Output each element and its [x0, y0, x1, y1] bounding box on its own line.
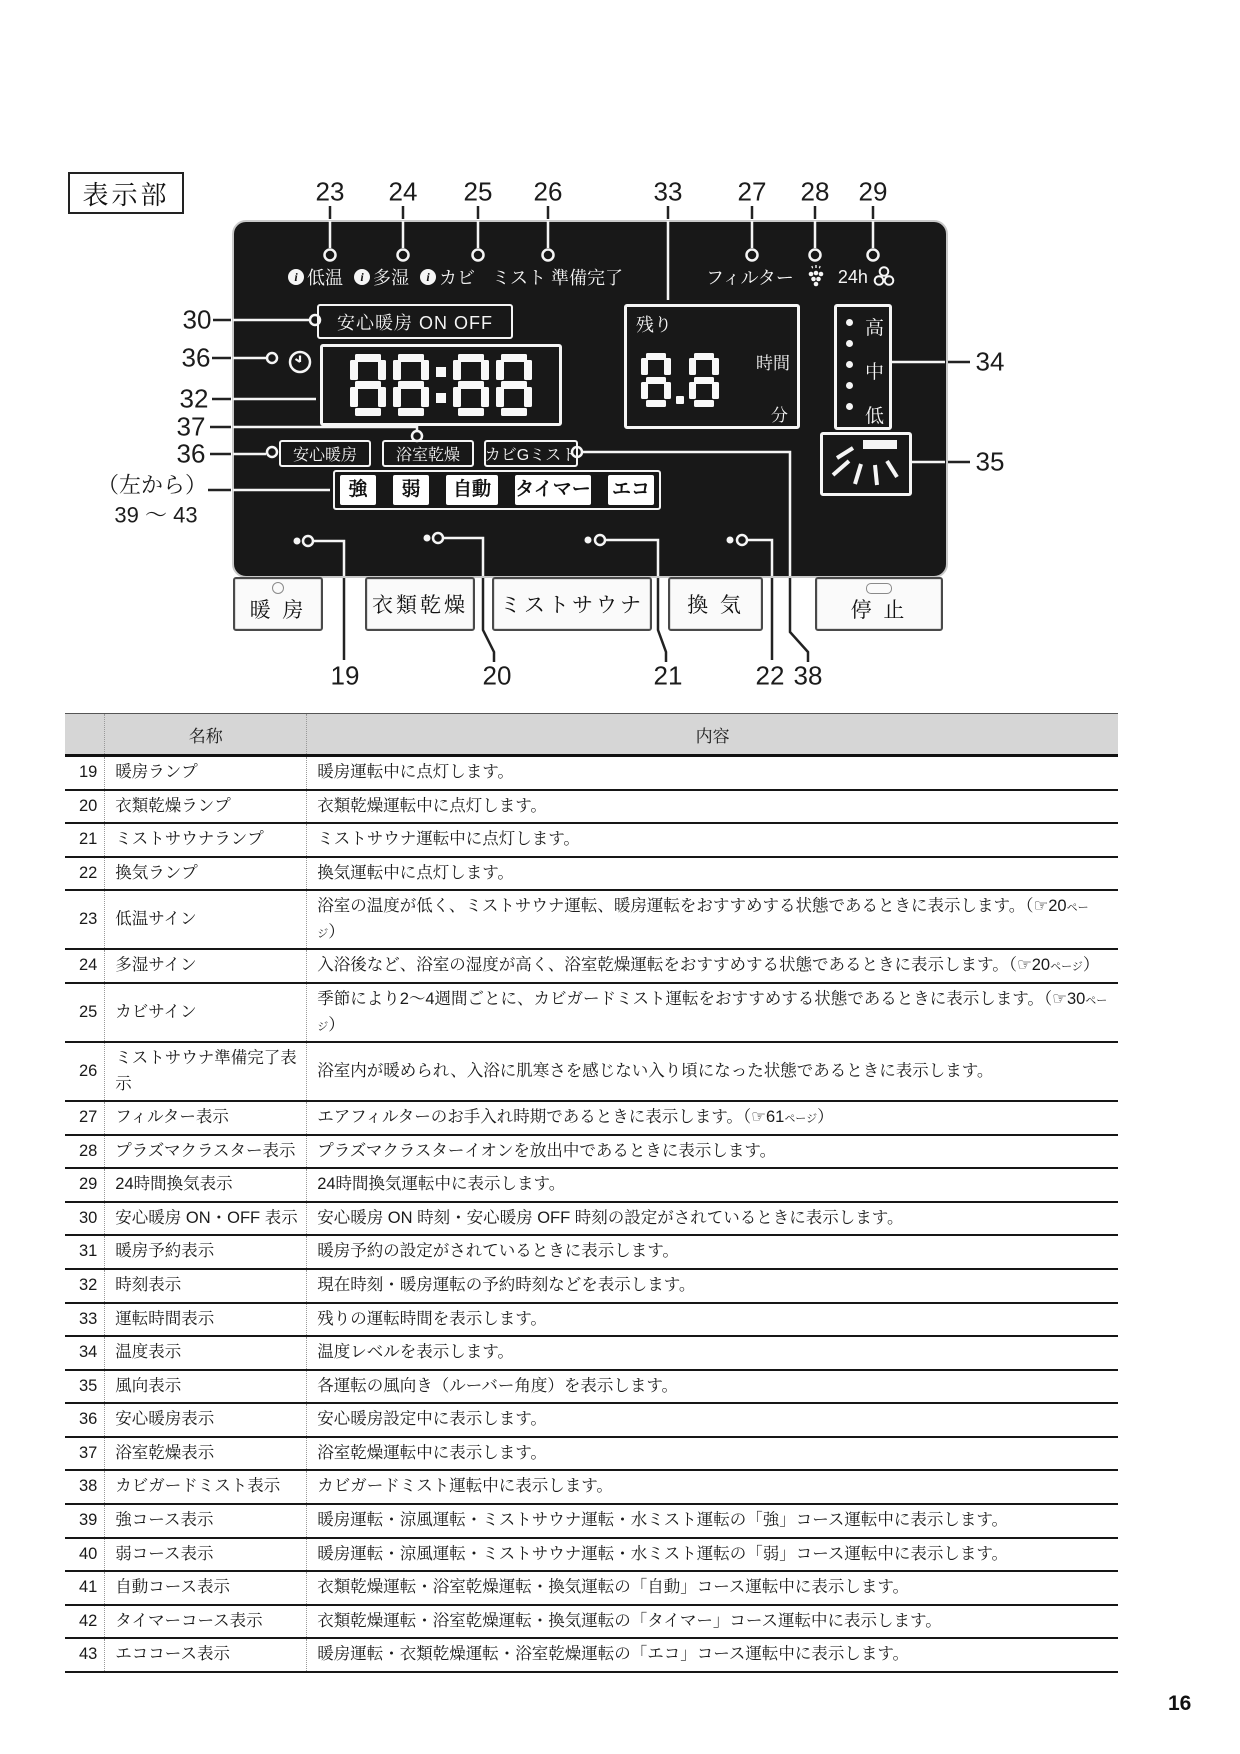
row-number: 21: [65, 823, 105, 857]
display-parts-table: [65, 713, 1118, 1673]
row-number: 43: [65, 1638, 105, 1672]
table-row: [65, 1135, 1118, 1169]
mode-label-3: カビGミスト: [484, 440, 578, 467]
row-number: 39: [65, 1504, 105, 1538]
table-row: [65, 890, 1118, 949]
row-description: 24時間換気運転中に表示します。: [307, 1168, 1118, 1202]
callout-bottom-2: 20: [482, 660, 512, 691]
temp-level-label: 中: [865, 362, 885, 383]
row-name: 24時間換気表示: [105, 1168, 307, 1202]
callout-top-2: 24: [388, 176, 418, 207]
table-row: [65, 1336, 1118, 1370]
info-icon: i: [354, 269, 370, 285]
row-number: 19: [65, 756, 105, 790]
table-row: [65, 1470, 1118, 1504]
lamp-indicator-icon: [272, 582, 284, 594]
row-name: 運転時間表示: [105, 1303, 307, 1337]
row-name: 多湿サイン: [105, 949, 307, 983]
row-description: 衣類乾燥運転中に点灯します。: [307, 790, 1118, 824]
row-name: 強コース表示: [105, 1504, 307, 1538]
table-header-row: [65, 714, 1118, 756]
callout-left-4: 37: [176, 411, 206, 442]
course-chip: 強: [340, 475, 376, 505]
row-name: 浴室乾燥表示: [105, 1437, 307, 1471]
table-row: [65, 823, 1118, 857]
decimal-point: [676, 396, 684, 404]
table-row: [65, 1605, 1118, 1639]
row-description: 浴室の温度が低く、ミストサウナ運転、暖房運転をおすすめする状態であるときに表示します。（☞20ページ）: [307, 890, 1118, 949]
row-name: 自動コース表示: [105, 1571, 307, 1605]
row-description: ミストサウナ運転中に点灯します。: [307, 823, 1118, 857]
table-row: [65, 1504, 1118, 1538]
callout-bottom-4: 22: [755, 660, 785, 691]
row-name: 安心暖房表示: [105, 1403, 307, 1437]
row-name: カビガードミスト表示: [105, 1470, 307, 1504]
button-ventilation[interactable]: [668, 577, 763, 631]
row-number: 33: [65, 1303, 105, 1337]
row-description: 衣類乾燥運転・浴室乾燥運転・換気運転の「自動」コース運転中に表示します。: [307, 1571, 1118, 1605]
row-number: 37: [65, 1437, 105, 1471]
course-chip: タイマー: [515, 475, 591, 505]
table-row: [65, 1168, 1118, 1202]
row-number: 40: [65, 1538, 105, 1572]
callout-top-8: 29: [858, 176, 888, 207]
row-name: フィルター表示: [105, 1101, 307, 1135]
row-description: 換気運転中に点灯します。: [307, 857, 1118, 891]
table-row: [65, 1101, 1118, 1135]
content-column-header: 内容: [307, 714, 1118, 756]
h24-label: 24h: [837, 266, 868, 287]
callout-top-6: 27: [737, 176, 767, 207]
button-label: 換 気: [687, 594, 744, 617]
table-row: [65, 1403, 1118, 1437]
high-humidity-label: 多湿: [373, 268, 409, 288]
course-chip: 弱: [393, 475, 429, 505]
row-description: 暖房運転・涼風運転・ミストサウナ運転・水ミスト運転の「強」コース運転中に表示します。: [307, 1504, 1118, 1538]
table-row: [65, 983, 1118, 1042]
row-description: 安心暖房設定中に表示します。: [307, 1403, 1118, 1437]
table-row: [65, 1571, 1118, 1605]
high-humidity-indicator: [354, 264, 409, 290]
row-name: 風向表示: [105, 1370, 307, 1404]
table-row: [65, 1235, 1118, 1269]
callout-top-4: 26: [533, 176, 563, 207]
row-description: 残りの運転時間を表示します。: [307, 1303, 1118, 1337]
row-name: カビサイン: [105, 983, 307, 1042]
row-name: エココース表示: [105, 1638, 307, 1672]
row-description: エアフィルターのお手入れ時期であるときに表示します。（☞61ページ）: [307, 1101, 1118, 1135]
number-column-header: [65, 714, 105, 756]
button-label: 暖 房: [249, 599, 307, 622]
callout-left-5: 36: [176, 438, 206, 469]
remaining-label: 残り: [636, 315, 672, 335]
remaining-digits: [641, 353, 719, 407]
low-temp-indicator: [288, 264, 343, 290]
row-number: 20: [65, 790, 105, 824]
row-number: 36: [65, 1403, 105, 1437]
filter-label: フィルター: [706, 268, 794, 288]
row-description: 暖房運転・衣類乾燥運転・浴室乾燥運転の「エコ」コース運転中に表示します。: [307, 1638, 1118, 1672]
temp-level-dot: [846, 403, 853, 410]
callout-top-3: 25: [463, 176, 493, 207]
row-description: 現在時刻・暖房運転の予約時刻などを表示します。: [307, 1269, 1118, 1303]
seven-segment-digit: [496, 354, 532, 416]
minutes-unit-label: 分: [771, 406, 788, 425]
row-number: 30: [65, 1202, 105, 1236]
louver-direction-display: [820, 432, 912, 496]
row-number: 28: [65, 1135, 105, 1169]
callout-left-3: 32: [179, 383, 209, 414]
button-stop[interactable]: [815, 577, 943, 631]
temp-level-dot: [846, 361, 853, 368]
row-name: 弱コース表示: [105, 1538, 307, 1572]
callout-left-2: 36: [181, 342, 211, 373]
remaining-time-display: [624, 304, 800, 429]
row-number: 31: [65, 1235, 105, 1269]
button-mist-sauna[interactable]: [492, 577, 652, 631]
course-indicator-row: [333, 470, 661, 510]
row-number: 38: [65, 1470, 105, 1504]
row-description: プラズマクラスターイオンを放出中であるときに表示します。: [307, 1135, 1118, 1169]
table-row: [65, 1437, 1118, 1471]
table-row: [65, 756, 1118, 790]
seven-segment-digit: [453, 354, 489, 416]
button-label: 停 止: [850, 599, 908, 622]
button-label: 衣類乾燥: [372, 594, 468, 617]
info-icon: i: [288, 269, 304, 285]
button-heating[interactable]: [233, 577, 323, 631]
section-label: 表示部: [68, 172, 184, 214]
row-name: 衣類乾燥ランプ: [105, 790, 307, 824]
row-description: 暖房運転中に点灯します。: [307, 756, 1118, 790]
button-label: ミストサウナ: [500, 594, 644, 617]
clock-icon: [286, 348, 314, 376]
row-name: ミストサウナ準備完了表示: [105, 1042, 307, 1101]
row-description: 入浴後など、浴室の湿度が高く、浴室乾燥運転をおすすめする状態であるときに表示します。（☞20ページ）: [307, 949, 1118, 983]
mode-label-2: 浴室乾燥: [382, 440, 474, 467]
table-row: [65, 1202, 1118, 1236]
callout-bottom-1: 19: [330, 660, 360, 691]
table-row: [65, 1638, 1118, 1672]
low-temp-label: 低温: [307, 268, 343, 288]
row-number: 42: [65, 1605, 105, 1639]
callout-bottom-5: 38: [793, 660, 823, 691]
row-description: 衣類乾燥運転・浴室乾燥運転・換気運転の「タイマー」コース運転中に表示します。: [307, 1605, 1118, 1639]
row-description: 浴室内が暖められ、入浴に肌寒さを感じない入り頃になった状態であるときに表示します。: [307, 1042, 1118, 1101]
callout-top-1: 23: [315, 176, 345, 207]
temp-level-label: 低: [865, 406, 885, 427]
row-name: 暖房ランプ: [105, 756, 307, 790]
row-name: 安心暖房 ON・OFF 表示: [105, 1202, 307, 1236]
callout-bottom-3: 21: [653, 660, 683, 691]
seven-segment-digit: [350, 354, 386, 416]
row-description: 季節により2～4週間ごとに、カビガードミスト運転をおすすめする状態であるときに表示します。（☞30ページ）: [307, 983, 1118, 1042]
row-description: 温度レベルを表示します。: [307, 1336, 1118, 1370]
row-name: 換気ランプ: [105, 857, 307, 891]
table-row: [65, 1042, 1118, 1101]
louver-icon: [823, 435, 909, 493]
temp-level-dot: [846, 319, 853, 326]
mold-indicator: [420, 264, 475, 290]
row-number: 22: [65, 857, 105, 891]
table-row: [65, 790, 1118, 824]
row-description: 浴室乾燥運転中に表示します。: [307, 1437, 1118, 1471]
mist-ready-label: ミスト 準備完了: [492, 268, 624, 288]
callout-top-7: 28: [800, 176, 830, 207]
seven-segment-digit: [393, 354, 429, 416]
row-number: 24: [65, 949, 105, 983]
button-clothes-drying[interactable]: [365, 577, 475, 631]
table-row: [65, 1303, 1118, 1337]
row-description: 各運転の風向き（ルーバー角度）を表示します。: [307, 1370, 1118, 1404]
row-number: 32: [65, 1269, 105, 1303]
seven-segment-digit: [689, 353, 719, 407]
row-number: 35: [65, 1370, 105, 1404]
row-name: 低温サイン: [105, 890, 307, 949]
plasmacluster-icon: [806, 264, 826, 290]
hours-unit-label: 時間: [756, 354, 790, 373]
mold-label: カビ: [439, 268, 475, 288]
fan-icon: [871, 264, 897, 290]
callout-left_range-1: （左から）: [96, 472, 208, 498]
row-description: 暖房運転・涼風運転・ミストサウナ運転・水ミスト運転の「弱」コース運転中に表示します。: [307, 1538, 1118, 1572]
mode-label-1: 安心暖房: [279, 440, 371, 467]
callout-right-1: 34: [975, 346, 1005, 377]
info-icon: i: [420, 269, 436, 285]
callout-left-1: 30: [182, 304, 212, 335]
row-name: 温度表示: [105, 1336, 307, 1370]
display-panel: [232, 220, 948, 578]
anshin-onoff-display: 安心暖房 ON OFF: [317, 304, 513, 339]
row-description: 安心暖房 ON 時刻・安心暖房 OFF 時刻の設定がされているときに表示します。: [307, 1202, 1118, 1236]
row-name: 暖房予約表示: [105, 1235, 307, 1269]
pill-indicator-icon: [866, 583, 892, 594]
temp-level-label: 高: [865, 318, 885, 339]
row-number: 41: [65, 1571, 105, 1605]
callout-right-2: 35: [975, 446, 1005, 477]
row-number: 27: [65, 1101, 105, 1135]
row-description: カビガードミスト運転中に表示します。: [307, 1470, 1118, 1504]
indicator-row-left: [288, 264, 623, 290]
course-chip: エコ: [608, 475, 654, 505]
table-row: [65, 1370, 1118, 1404]
row-name: タイマーコース表示: [105, 1605, 307, 1639]
row-number: 34: [65, 1336, 105, 1370]
row-number: 26: [65, 1042, 105, 1101]
row-name: プラズマクラスター表示: [105, 1135, 307, 1169]
h24-indicator: [838, 264, 897, 290]
course-chip: 自動: [446, 475, 498, 505]
row-number: 23: [65, 890, 105, 949]
seven-segment-digit: [641, 353, 671, 407]
row-name: 時刻表示: [105, 1269, 307, 1303]
colon-separator: [436, 354, 446, 416]
temp-level-dot: [846, 382, 853, 389]
name-column-header: 名称: [105, 714, 307, 756]
table-row: [65, 949, 1118, 983]
row-number: 29: [65, 1168, 105, 1202]
callout-top-5: 33: [653, 176, 683, 207]
table-row: [65, 1538, 1118, 1572]
page-number: 16: [1168, 1692, 1192, 1715]
time-display: [320, 344, 562, 426]
row-description: 暖房予約の設定がされているときに表示します。: [307, 1235, 1118, 1269]
table-row: [65, 1269, 1118, 1303]
table-row: [65, 857, 1118, 891]
temperature-level-display: [834, 304, 892, 430]
row-name: ミストサウナランプ: [105, 823, 307, 857]
temp-level-dot: [846, 340, 853, 347]
row-number: 25: [65, 983, 105, 1042]
callout-left_range-2: 39 ～ 43: [114, 502, 198, 528]
indicator-row-right: [706, 264, 897, 290]
